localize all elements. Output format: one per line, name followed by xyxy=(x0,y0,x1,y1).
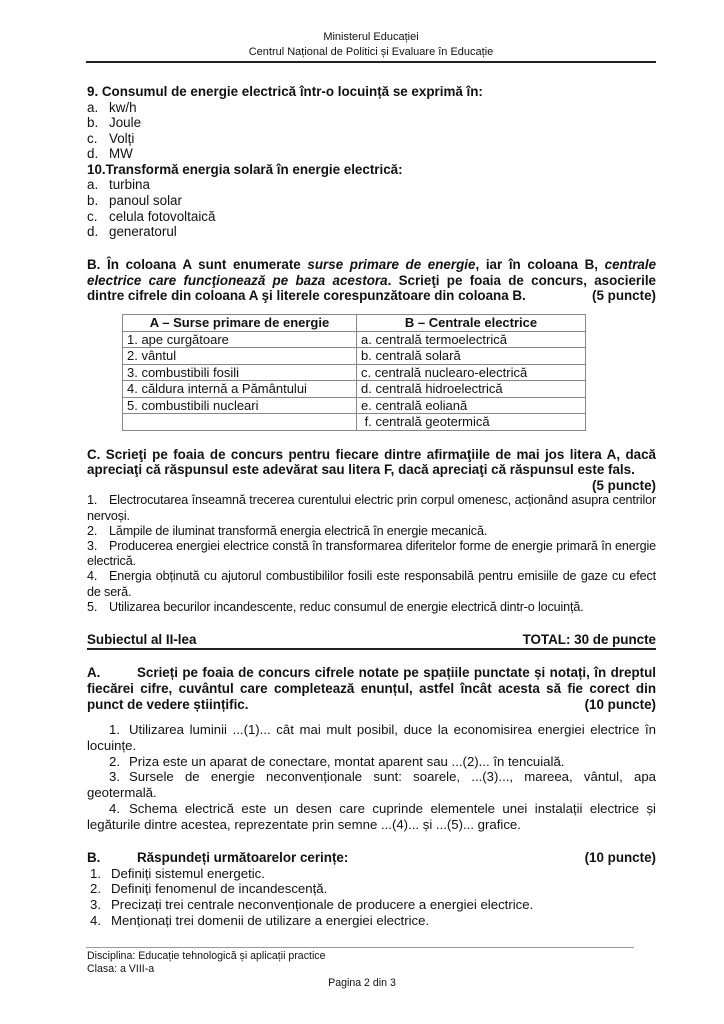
question-title: 9. Consumul de energie electrică într-o locuință se exprimă în: xyxy=(87,84,483,99)
option-letter: b. xyxy=(87,115,99,131)
item-text: Precizați trei centrale neconvenționale de producere a energiei electrice. xyxy=(111,897,534,913)
cell-a: 2. vântul xyxy=(123,348,357,365)
item-number: 1. xyxy=(109,722,120,738)
option xyxy=(87,146,656,162)
requirement-item xyxy=(87,881,656,897)
table-row xyxy=(123,397,586,414)
option xyxy=(87,193,656,209)
table-row xyxy=(123,414,586,431)
statement-number: 3. xyxy=(87,539,98,554)
instruction-text: , iar în coloana B, xyxy=(475,256,605,272)
question-title: 10.Transformă energia solară în energie electrică: xyxy=(87,161,403,177)
item-number: 4. xyxy=(90,913,101,929)
option-letter: a. xyxy=(87,177,99,193)
section-a-instruction xyxy=(87,665,656,713)
points-label: (5 puncte) xyxy=(592,477,656,493)
spacer xyxy=(87,713,656,722)
fill-item xyxy=(87,769,656,801)
item-number: 2. xyxy=(109,753,120,769)
table-row xyxy=(123,348,586,365)
section-c-true-false xyxy=(87,447,656,615)
cell-b: d. centrală hidroelectrică xyxy=(357,381,586,398)
cell-a: 5. combustibili nucleari xyxy=(123,397,357,414)
item-text: Schema electrică este un desen care cuprinde elementele unei instalații electrice și legăturile dintre acestea, reprezentate prin semne ...(4)... și ...(5)... grafice. xyxy=(87,801,656,832)
statement-text: Energia obținută cu ajutorul combustibililor fosili este responsabilă pentru emisiile de gaze cu efect de seră. xyxy=(87,569,656,599)
section-label: A. xyxy=(87,665,101,681)
instruction-italic: centrale electrice care funcţionează pe baza acestora xyxy=(87,256,657,288)
options-list xyxy=(87,177,656,239)
item-number: 2. xyxy=(90,881,101,897)
fill-item xyxy=(87,722,656,754)
table-row xyxy=(123,381,586,398)
item-text: Definiți fenomenul de incandescență. xyxy=(111,881,328,897)
spacer xyxy=(87,650,656,665)
cell-b: b. centrală solară xyxy=(357,348,586,365)
fill-item xyxy=(87,754,656,770)
option xyxy=(87,209,656,225)
item-text: Definiți sistemul energetic. xyxy=(111,865,265,881)
option-text: generatorul xyxy=(109,224,177,240)
section-b-instruction xyxy=(87,257,656,289)
spacer xyxy=(87,240,656,257)
item-number: 3. xyxy=(109,769,120,785)
option-letter: d. xyxy=(87,146,99,162)
section-b-last-line xyxy=(87,288,656,304)
requirement-item xyxy=(87,866,656,882)
page-number: Pagina 2 din 3 xyxy=(328,977,396,989)
option-text: MW xyxy=(109,146,133,162)
table-row xyxy=(123,331,586,348)
option-text: Volți xyxy=(109,130,135,146)
statement xyxy=(87,569,656,599)
item-text: Priza este un aparat de conectare, montat aparent sau ...(2)... în tencuială. xyxy=(129,753,565,769)
page-footer xyxy=(87,950,325,976)
statement-number: 2. xyxy=(87,523,98,538)
instruction-text: Răspundeți următoarelor cerințe: xyxy=(137,849,349,865)
cell-b: f. centrală geotermică xyxy=(357,414,586,431)
header-divider xyxy=(86,61,656,63)
section-c-instruction: C. Scrieţi pe foaia de concurs pentru fiecare dintre afirmaţiile de mai jos litera A, dacă apreciaţi că răspunsul este adevărat sau litera F, dacă apreciaţi că răspunsul este fals. xyxy=(87,446,656,478)
option-text: kw/h xyxy=(109,99,137,115)
option-letter: d. xyxy=(87,224,99,240)
option xyxy=(87,100,656,116)
requirement-item xyxy=(87,897,656,913)
question-10 xyxy=(87,162,656,240)
cell-b: c. centrală nuclearo-electrică xyxy=(357,364,586,381)
instruction-text: . Scrieţi pe foaia de concurs, asocierile xyxy=(387,272,656,288)
points-label: (10 puncte) xyxy=(584,849,656,865)
column-b-header: B – Centrale electrice xyxy=(357,315,586,332)
table-row xyxy=(123,364,586,381)
options-list xyxy=(87,100,656,162)
section-b-instruction xyxy=(87,850,656,866)
option xyxy=(87,115,656,131)
item-number: 3. xyxy=(90,897,101,913)
item-number: 4. xyxy=(109,801,120,817)
subject-2-section-b xyxy=(87,850,656,929)
item-text: Menționați trei domenii de utilizare a energiei electrice. xyxy=(111,913,430,929)
center-name: Centrul Național de Politici și Evaluare în Educație xyxy=(248,46,494,58)
page-header xyxy=(86,30,656,60)
statement xyxy=(87,493,656,523)
subject-2-heading xyxy=(87,632,656,650)
instruction-text: Scrieți pe foaia de concurs cifrele notate pe spațiile punctate și notați, în dreptul fiecărei cifre, cuvântul care completează enunțul, astfel încât acesta să fie corect din punct de vedere științific. xyxy=(87,665,656,713)
option-text: Joule xyxy=(109,115,142,131)
requirement-item xyxy=(87,913,656,929)
matching-table xyxy=(122,314,586,431)
item-text: Sursele de energie neconvenționale sunt: soarele, ...(3)..., mareea, vântul, apa geotermală. xyxy=(87,769,656,801)
option-letter: a. xyxy=(87,99,99,115)
option-letter: c. xyxy=(87,208,98,224)
statement-text: Lămpile de iluminat transformă energia electrică în energie mecanică. xyxy=(109,523,488,538)
statement-number: 1. xyxy=(87,493,98,508)
question-9 xyxy=(87,84,656,162)
discipline-label: Disciplina: Educație tehnologică și aplicații practice xyxy=(87,950,326,962)
item-number: 1. xyxy=(90,865,101,881)
statement xyxy=(87,524,656,539)
option-letter: c. xyxy=(87,130,98,146)
spacer xyxy=(87,833,656,850)
spacer xyxy=(87,615,656,632)
option-text: panoul solar xyxy=(109,192,182,208)
class-label: Clasa: a VIII-a xyxy=(87,963,155,975)
column-a-header: A – Surse primare de energie xyxy=(123,315,357,332)
table-header-row xyxy=(123,315,586,332)
spacer xyxy=(87,431,656,447)
cell-a xyxy=(123,414,357,431)
subject-2-section-a xyxy=(87,665,656,833)
points-label: (10 puncte) xyxy=(584,697,656,713)
option xyxy=(87,224,656,240)
requirements-list xyxy=(87,866,656,929)
statement-number: 5. xyxy=(87,599,98,614)
cell-a: 1. ape curgătoare xyxy=(123,331,357,348)
cell-a: 3. combustibili fosili xyxy=(123,364,357,381)
instruction-italic: surse primare de energie xyxy=(307,256,476,272)
section-b-matching xyxy=(87,257,656,431)
instruction-text: dintre cifrele din coloana A şi literele corespunzătoare din coloana B. xyxy=(87,288,526,304)
statement-text: Producerea energiei electrice constă în transformarea diferitelor forme de energie primară în energie electrică. xyxy=(87,539,656,569)
fill-item xyxy=(87,801,656,833)
subject-title: Subiectul al II-lea xyxy=(87,632,197,648)
footer-divider xyxy=(86,947,634,948)
cell-a: 4. căldura internă a Pământului xyxy=(123,381,357,398)
option-text: turbina xyxy=(109,177,150,193)
statement-number: 4. xyxy=(87,569,98,584)
cell-b: e. centrală eoliană xyxy=(357,397,586,414)
item-text: Utilizarea luminii ...(1)... cât mai mult posibil, duce la economisirea energiei electrice în locuințe. xyxy=(87,722,656,753)
statement xyxy=(87,600,656,615)
option-letter: b. xyxy=(87,192,99,208)
option xyxy=(87,177,656,193)
option xyxy=(87,131,656,147)
section-label: B. xyxy=(87,849,101,865)
points-label: (5 puncte) xyxy=(592,288,656,304)
statement-text: Utilizarea becurilor incandescente, reduc consumul de energie electrică dintr-o locuință. xyxy=(109,599,584,614)
subject-total: TOTAL: 30 de puncte xyxy=(522,632,656,648)
statement xyxy=(87,539,656,569)
option-text: celula fotovoltaică xyxy=(109,208,216,224)
cell-b: a. centrală termoelectrică xyxy=(357,331,586,348)
instruction-text: B. În coloana A sunt enumerate xyxy=(87,256,308,272)
page-content xyxy=(87,84,656,929)
ministry-name: Ministerul Educației xyxy=(323,31,419,43)
statement-text: Electrocutarea înseamnă trecerea curentului electric prin corpul omenesc, acționând asupra centrilor nervoși. xyxy=(87,493,656,523)
